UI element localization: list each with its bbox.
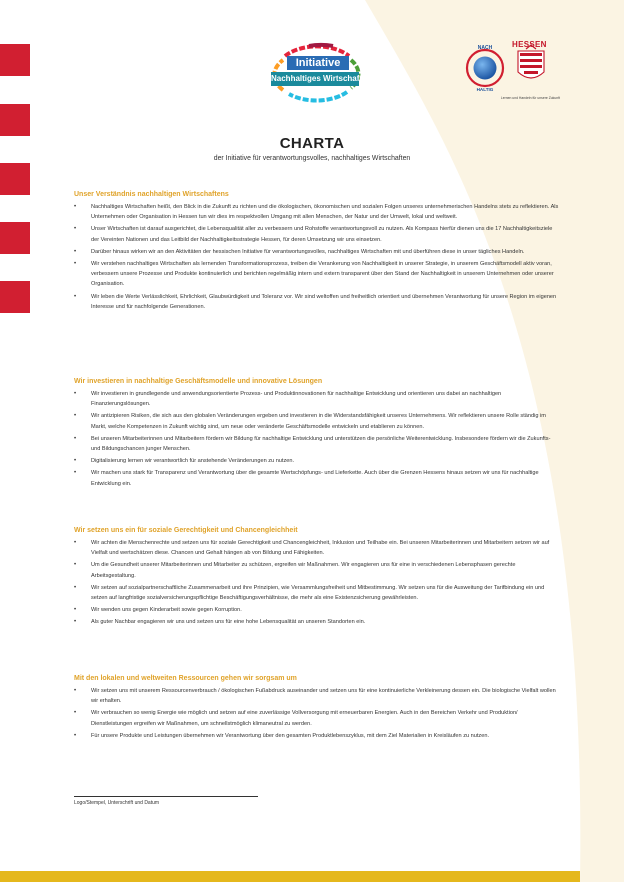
logo-line-1: Initiative: [287, 56, 349, 70]
list-item-text: Wir verbrauchen so wenig Energie wie möglich und setzen auf eine zuverlässige Vollversorgung mit erneuerbaren Energien. Auch in den Bereichen Verkehr und Produktion/ Dienstleistungen ergreifen wir Maßnahmen, um schnellstmöglich klimaneutral zu werden.: [91, 710, 518, 727]
bullet-icon: •: [74, 435, 77, 442]
section-heading: Unser Verständnis nachhaltigen Wirtschaftens: [74, 191, 229, 198]
list-item: [74, 617, 560, 627]
list-item-text: Wir setzen uns mit unserem Ressourcenverbrauch / ökologischen Fußabdruck auseinander und setzen uns für eine kontinuierliche Verkleinerung dessen ein. Die biologische Vielfalt wollen wir erhalten.: [91, 688, 556, 705]
signature-label: Logo/Stempel, Unterschrift und Datum: [74, 800, 160, 806]
list-item: [74, 224, 560, 244]
list-item-text: Wir leben die Werte Verlässlichkeit, Ehrlichkeit, Glaubwürdigkeit und Toleranz vor. Wir sind weltoffen und freiheitlich orientiert und übernehmen Verantwortung für unsere Region im eigenen Interesse und für nachfolgende Generationen.: [91, 293, 557, 310]
list-item: [74, 292, 560, 312]
bullet-list: [74, 389, 560, 489]
section-heading: Wir setzen uns ein für soziale Gerechtigkeit und Chancengleichheit: [74, 527, 298, 534]
list-item: [74, 731, 560, 741]
bullet-icon: •: [74, 261, 77, 268]
list-item: [74, 468, 560, 488]
red-tab: [0, 281, 30, 313]
nachhaltig-hessen-logo: [460, 40, 560, 108]
bullet-icon: •: [74, 688, 77, 694]
list-item-text: Um die Gesundheit unserer Mitarbeiterinnen und Mitarbeiter zu schützen, ergreifen wir Maßnahmen. Wir engagieren uns für eine in verschiedenen Lebensphasen gerechte Arbeitsgestaltung.: [91, 562, 516, 579]
list-item-text: Nachhaltiges Wirtschaften heißt, den Blick in die Zukunft zu richten und die ökologischen, ökonomischen und sozialen Folgen unseres unternehmerischen Handelns stets zu reflektieren. Als Unternehmen oder Organisation in Hessen tun wir dies im respektvollen Umgang mit allen Menschen, der Natur und der Umwelt, lokal und weltweit.: [91, 204, 559, 221]
red-tab: [0, 222, 30, 254]
bullet-icon: •: [74, 470, 77, 477]
bullet-icon: •: [74, 413, 77, 420]
bullet-icon: •: [74, 226, 77, 233]
page-title: CHARTA: [279, 135, 345, 152]
initiative-logo: [267, 40, 372, 104]
bullet-list: [74, 686, 560, 741]
list-item-text: Wir machen uns stark für Transparenz und Verantwortung über die gesamte Wertschöpfungs- und Lieferkette. Auch über die Grenzen Hessens hinaus setzen wir uns für nachhaltige Entwicklung ein.: [91, 470, 539, 487]
logo-word-nach: NACH: [477, 45, 493, 51]
list-item: [74, 411, 560, 431]
list-item: [74, 389, 560, 409]
section-heading: Wir investieren in nachhaltige Geschäftsmodelle und innovative Lösungen: [74, 378, 323, 385]
list-item: [74, 708, 560, 728]
logo-word-haltig: HALTIG: [476, 87, 494, 92]
list-item-text: Als guter Nachbar engagieren wir uns und setzen uns für eine hohe Lebensqualität an unseren Standorten ein.: [91, 619, 366, 626]
list-item-text: Wir antizipieren Risiken, die sich aus den globalen Veränderungen ergeben und investieren in die Widerstandsfähigkeit unseres Unternehmens. Wir reflektieren unsere Rolle ständig im Markt, welche Kompetenzen in Zukunft wichtig sind, um neue oder veränderte Geschäftsmodelle entwickeln und etablieren zu können.: [91, 413, 546, 430]
hessen-label: HESSEN: [512, 40, 547, 49]
list-item: [74, 259, 560, 290]
page-subtitle: der Initiative für verantwortungsvolles, nachhaltiges Wirtschaften: [213, 155, 411, 162]
list-item: [74, 583, 560, 603]
bullet-icon: •: [74, 248, 77, 255]
list-item: [74, 456, 560, 466]
signature-line: [74, 796, 258, 797]
list-item-text: Wir investieren in grundlegende und anwendungsorientierte Prozess- und Produktinnovationen für nachhaltige Entwicklung und orientieren uns dabei an nachhaltigen Finanzierungslösungen.: [91, 391, 502, 408]
list-item: [74, 538, 560, 558]
logo-line-2: Nachhaltiges Wirtschaften: [271, 72, 359, 86]
list-item-text: Wir achten die Menschenrechte und setzen uns für soziale Gerechtigkeit und Chancengleichheit, Inklusion und Teilhabe ein. Bei unseren Mitarbeiterinnen und Mitarbeitern setzen wir auf Vielfalt und wertschätzen diese. Chancen und Gehalt hängen ab von Bildung und Fähigkeiten.: [91, 540, 550, 557]
bullet-icon: •: [74, 204, 77, 210]
bullet-icon: •: [74, 710, 77, 717]
bullet-icon: •: [74, 391, 77, 397]
red-tab: [0, 44, 30, 76]
bullet-icon: •: [74, 732, 77, 739]
list-item-text: Wir wenden uns gegen Kinderarbeit sowie gegen Korruption.: [91, 607, 242, 614]
section-resources: [74, 675, 560, 743]
section-investments: [74, 378, 560, 491]
section-heading: Mit den lokalen und weltweiten Ressourcen gehen wir sorgsam um: [74, 675, 297, 682]
list-item-text: Digitalisierung lernen wir verantwortlich für anstehende Veränderungen zu nutzen.: [91, 458, 295, 465]
bullet-list: [74, 202, 560, 312]
bullet-icon: •: [74, 562, 77, 569]
list-item: [74, 605, 560, 615]
bullet-icon: •: [74, 607, 77, 614]
logo-tagline: Lernen und Handeln für unsere Zukunft: [500, 96, 560, 100]
list-item-text: Für unsere Produkte und Leistungen übernehmen wir Verantwortung über den gesamten Produktlebenszyklus, mit dem Ziel Materialien in Kreisläufen zu nutzen.: [91, 732, 489, 739]
list-item-text: Wir setzen auf sozialpartnerschaftliche Zusammenarbeit und ihre Prinzipien, wie Versammlungsfreiheit und Mitbestimmung. Wir setzen uns für die Ausweitung der Tarifbindung ein und setzen auf langfristige sozialversicherungspflichtige Beschäftigungsverhältnisse, die mehr als eine Existenzsicherung gewährleisten.: [91, 584, 545, 602]
list-item: [74, 560, 560, 580]
list-item-text: Wir verstehen nachhaltiges Wirtschaften als lernenden Transformationsprozess, treiben die Verankerung von Nachhaltigkeit in unserer Strategie, in unserem Geschäftsmodell aktiv voran, verbessern unsere Prozesse und Produkte kontinuierlich und berichten regelmäßig intern und extern transparent über den Stand der Nachhaltigkeit in unserem Unternehmen oder unserer Organisation.: [91, 261, 554, 288]
section-social-justice: [74, 527, 560, 630]
list-item-text: Darüber hinaus wirken wir an den Aktivitäten der hessischen Initiative für verantwortungsvolles, nachhaltiges Wirtschaften mit und überführen diese in unser tägliches Handeln.: [91, 248, 525, 255]
list-item-text: Unser Wirtschaften ist darauf ausgerichtet, die Lebensqualität aller zu verbessern und Rohstoffe verantwortungsvoll zu nutzen. Als Kompass hierfür dienen uns die 17 Nachhaltigkeitsziele der Vereinten Nationen und das Leitbild der Nachhaltigkeitsstrategie Hessen, für deren Umsetzung wir uns einsetzen.: [91, 226, 553, 243]
list-item: [74, 686, 560, 706]
red-tab: [0, 163, 30, 195]
bullet-icon: •: [74, 584, 77, 591]
section-understanding: [74, 191, 560, 314]
bullet-icon: •: [74, 293, 77, 300]
bullet-icon: •: [74, 458, 77, 465]
red-tab: [0, 104, 30, 136]
bullet-icon: •: [74, 619, 77, 626]
list-item-text: Bei unseren Mitarbeiterinnen und Mitarbeitern fördern wir Bildung für nachhaltige Entwicklung und unterstützen die persönliche Weiterentwicklung. Insbesondere fördern wir die Zukunfts- und Bildungschancen junger Menschen.: [91, 435, 551, 453]
bullet-list: [74, 538, 560, 628]
bullet-icon: •: [74, 540, 77, 546]
list-item: [74, 247, 560, 257]
bottom-accent-bar: [0, 871, 580, 882]
list-item: [74, 434, 560, 454]
list-item: [74, 202, 560, 222]
